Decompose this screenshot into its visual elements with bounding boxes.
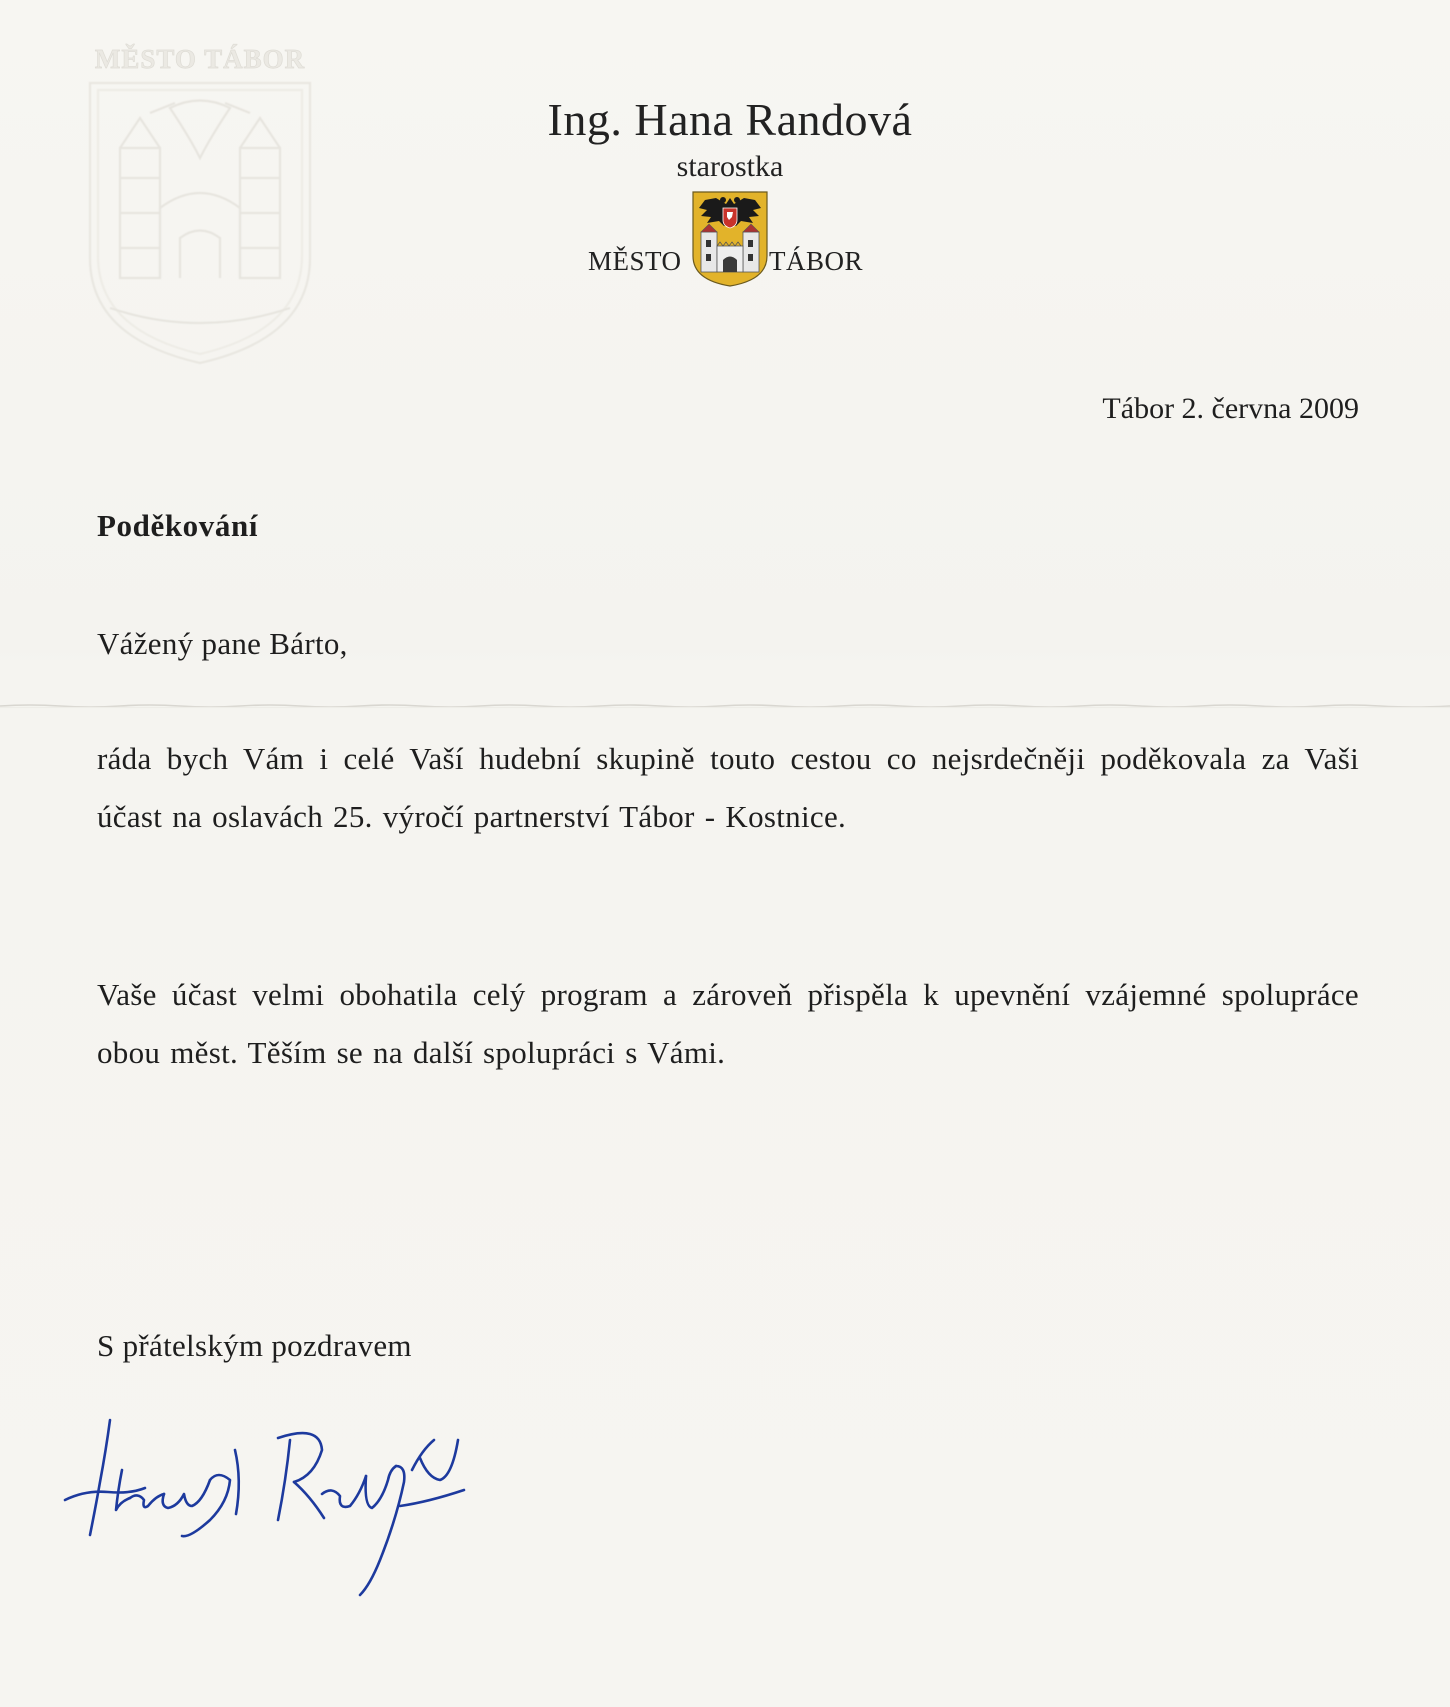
letterhead xyxy=(480,95,980,288)
fold-line xyxy=(0,702,1450,710)
coat-of-arms-icon xyxy=(691,190,769,288)
embossed-seal-icon xyxy=(80,38,320,368)
salutation: Vážený pane Bárto, xyxy=(97,626,348,661)
sender-title: starostka xyxy=(676,149,784,183)
body-paragraph-2: Vaše účast velmi obohatila celý program a zároveň přispěla k upevnění vzájemné spolupráce obou měst. Těším se na další spolupráci s Vámi. xyxy=(97,977,1359,1070)
closing-phrase: S přátelským pozdravem xyxy=(97,1328,412,1363)
sender-name: Ing. Hana Randová xyxy=(547,94,913,145)
letter-subject: Poděkování xyxy=(97,508,259,543)
body-paragraph-1: ráda bych Vám i celé Vaší hudební skupině touto cestou co nejsrdečněji poděkovala za Vaši účast na oslavách 25. výročí partnerství Tábor - Kostnice. xyxy=(97,741,1359,834)
city-row xyxy=(480,188,980,288)
handwritten-signature xyxy=(60,1410,480,1600)
city-label-left: MĚSTO xyxy=(588,245,682,276)
city-label-right: TÁBOR xyxy=(769,245,864,276)
seal-text: MĚSTO TÁBOR xyxy=(94,44,306,74)
letter-date: Tábor 2. června 2009 xyxy=(1102,392,1359,425)
